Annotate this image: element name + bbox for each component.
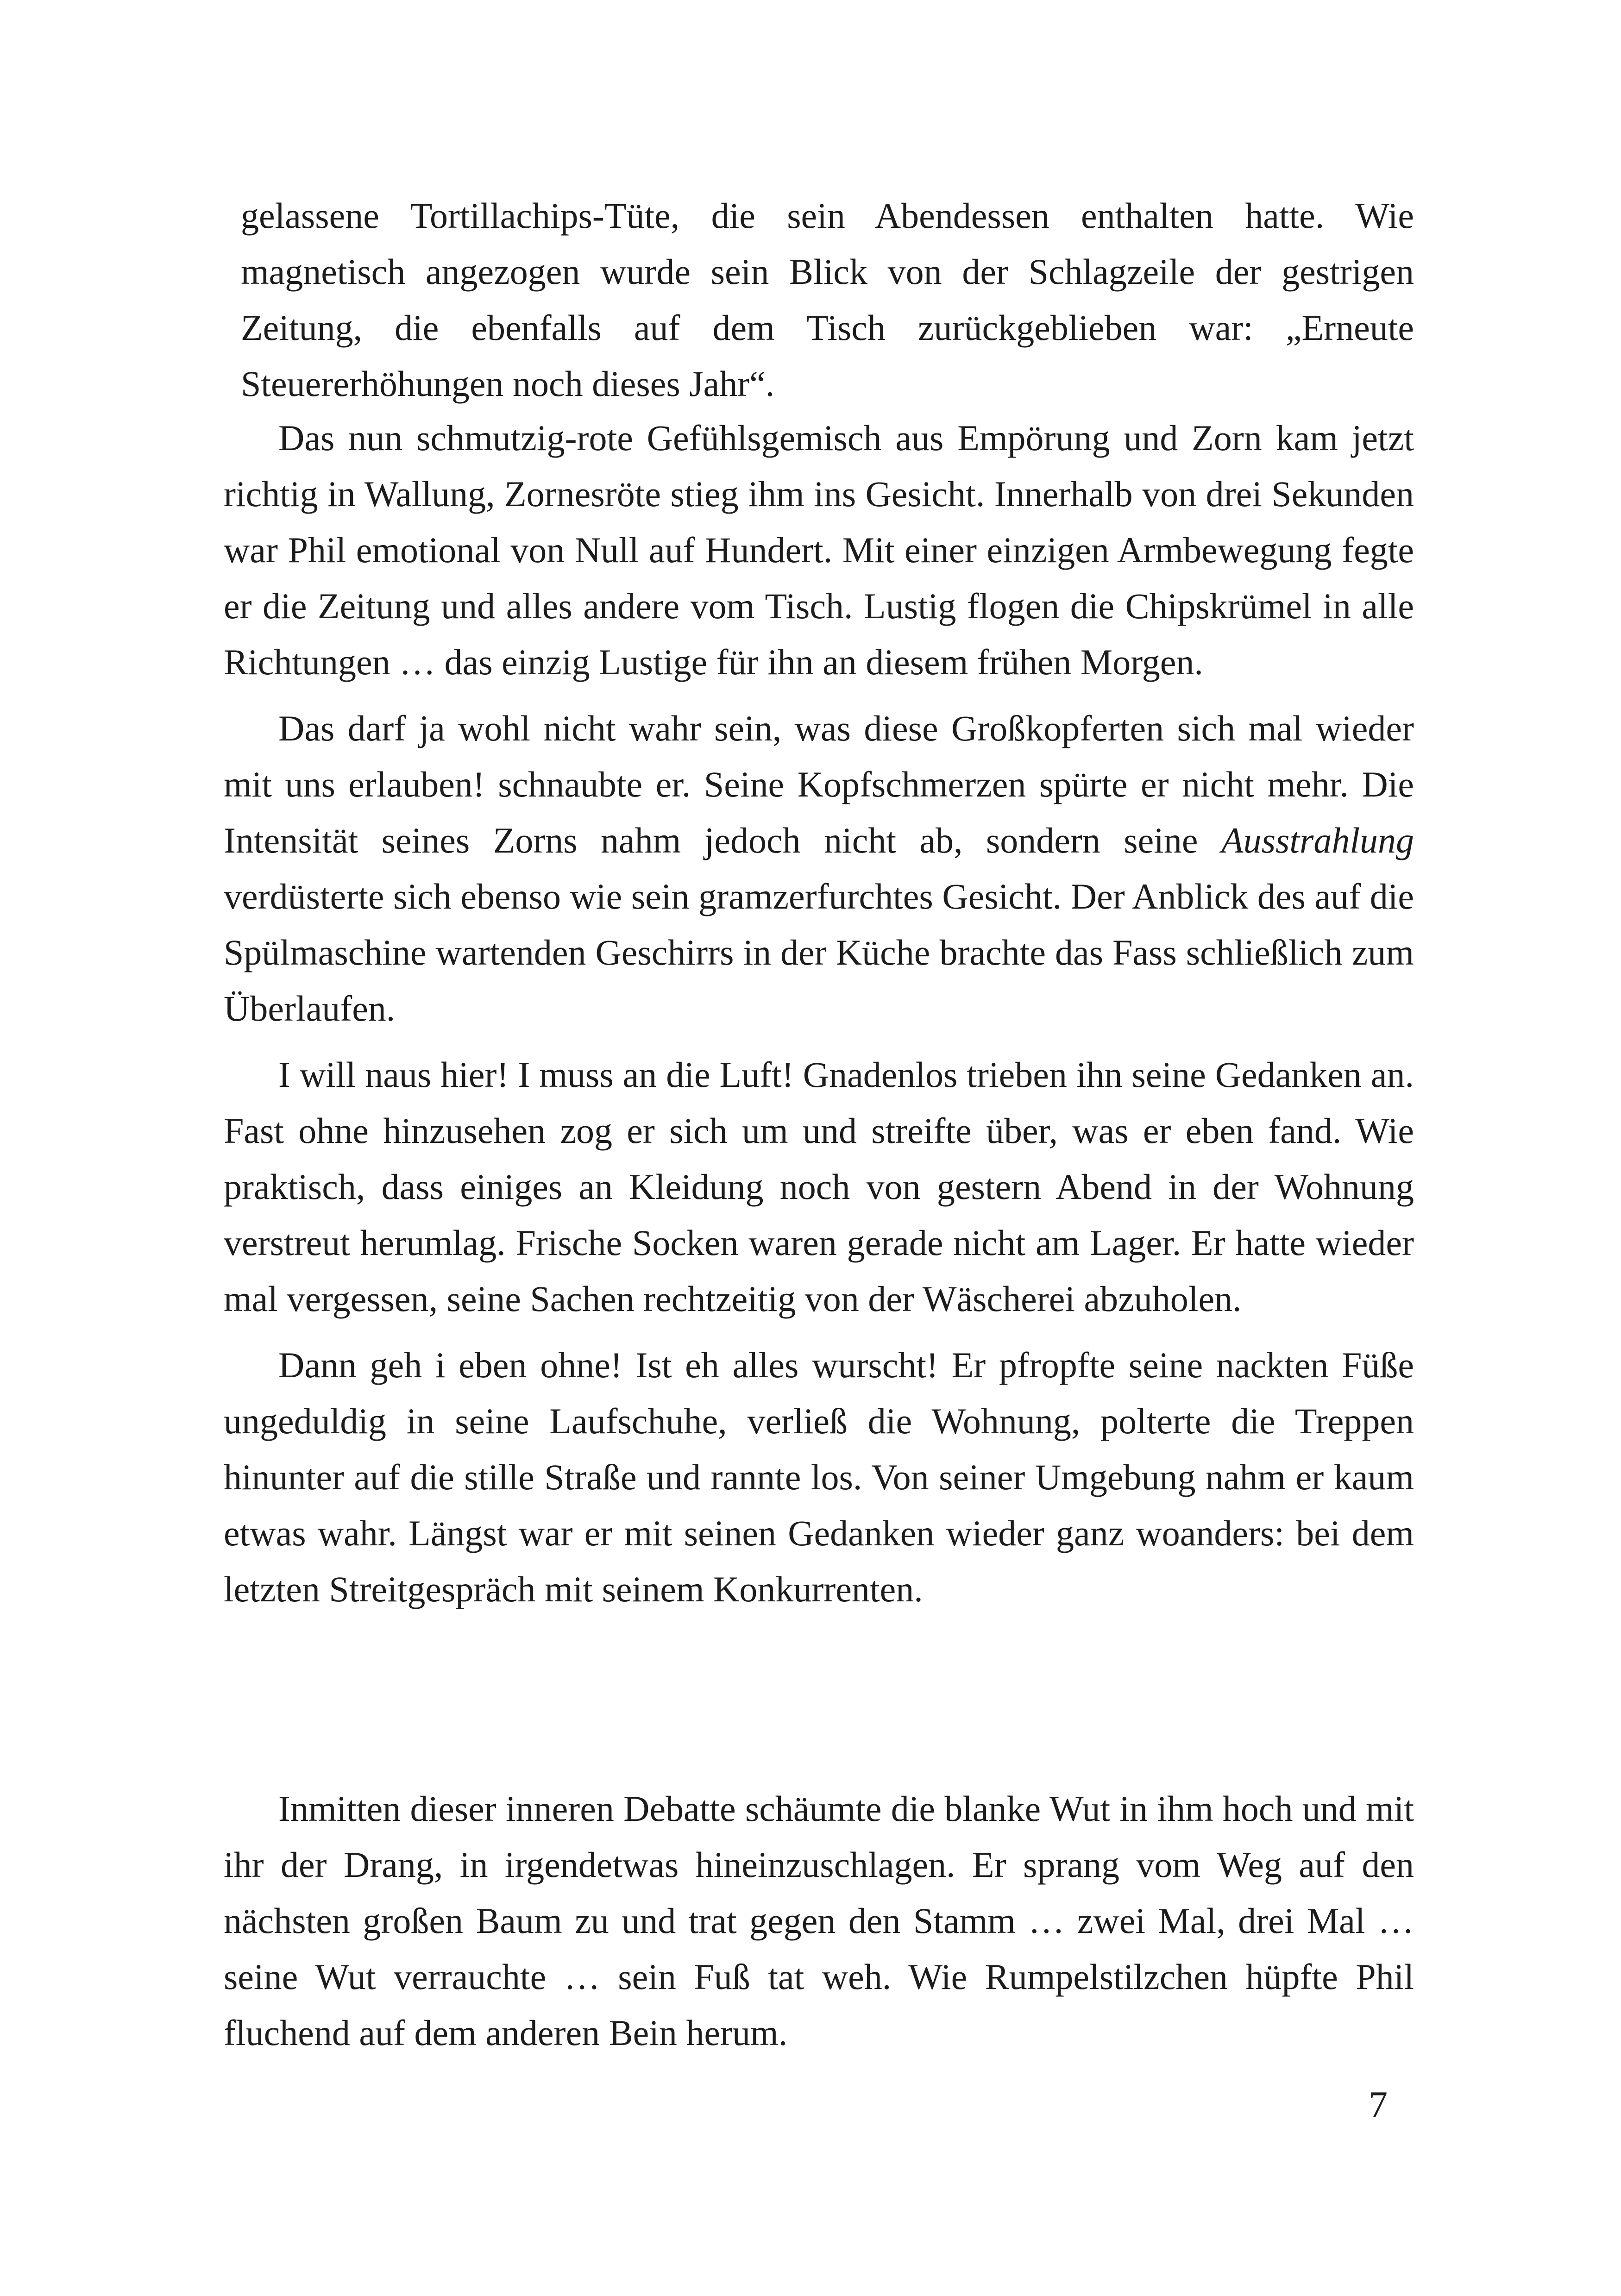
text-block-bottom — [224, 1781, 1414, 2061]
paragraph-5: Inmitten dieser inneren Debatte schäumte die blanke Wut in ihm hoch und mit ihr der Drang, in irgendetwas hineinzuschlagen. Er sprang vom Weg auf den nächsten großen Baum zu und trat gegen den Stamm … zwei Mal, drei Mal … seine Wut verrauchte … sein Fuß tat weh. Wie Rumpelstilzchen hüpfte Phil fluchend auf dem anderen Bein herum. — [224, 1788, 1414, 2053]
paragraph-2 — [224, 700, 1414, 1036]
paragraph-1: Das nun schmutzig-rote Gefühlsgemisch aus Empörung und Zorn kam jetzt richtig in Wallung, Zornesröte stieg ihm ins Gesicht. Innerhalb von drei Sekunden war Phil emotional von Null auf Hundert. Mit einer einzigen Armbewegung fegte er die Zeitung und alles andere vom Tisch. Lustig flogen die Chipskrümel in alle Richtungen … das einzig Lustige für ihn an diesem frühen Morgen. — [224, 418, 1414, 682]
page-number: 7 — [1369, 2083, 1388, 2126]
text-block-main — [224, 410, 1414, 1617]
paragraph-4: Dann geh i eben ohne! Ist eh alles wurscht! Er pfropfte seine nackten Füße ungeduldig in seine Laufschuhe, verließ die Wohnung, polterte die Treppen hinunter auf die stille Straße und rannte los. Von seiner Umgebung nahm er kaum etwas wahr. Längst war er mit seinen Gedanken wieder ganz woanders: bei dem letzten Streitgespräch mit seinem Konkurrenten. — [224, 1345, 1414, 1609]
paragraph-3: I will naus hier! I muss an die Luft! Gnadenlos trieben ihn seine Gedanken an. Fast ohne hinzusehen zog er sich um und streifte über, was er eben fand. Wie praktisch, dass einiges an Kleidung noch von gestern Abend in der Wohnung verstreut herumlag. Frische Socken waren gerade nicht am Lager. Er hatte wieder mal vergessen, seine Sachen rechtzeitig von der Wäscherei abzuholen. — [224, 1054, 1414, 1319]
paragraph-2-text-b: verdüsterte sich ebenso wie sein gramzerfurchtes Gesicht. Der Anblick des auf die Spülmaschine wartenden Geschirrs in der Küche brachte das Fass schließlich zum Überlaufen. — [224, 876, 1414, 1029]
paragraph-2-text-a: Das darf ja wohl nicht wahr sein, was diese Großkopferten sich mal wieder mit uns erlauben! schnaubte er. Seine Kopfschmerzen spürte er nicht mehr. Die Intensität seines Zorns nahm jedoch nicht ab, sondern seine — [224, 708, 1414, 860]
text-block-top — [241, 188, 1414, 412]
paragraph-carryover: gelassene Tortillachips-Tüte, die sein Abendessen enthalten hatte. Wie magnetisch angezogen wurde sein Blick von der Schlagzeile der gestrigen Zeitung, die ebenfalls auf dem Tisch zurückgeblieben war: „Erneute Steuererhöhungen noch dieses Jahr“. — [241, 195, 1414, 404]
paragraph-2-italic-word: Ausstrahlung — [1221, 820, 1414, 860]
